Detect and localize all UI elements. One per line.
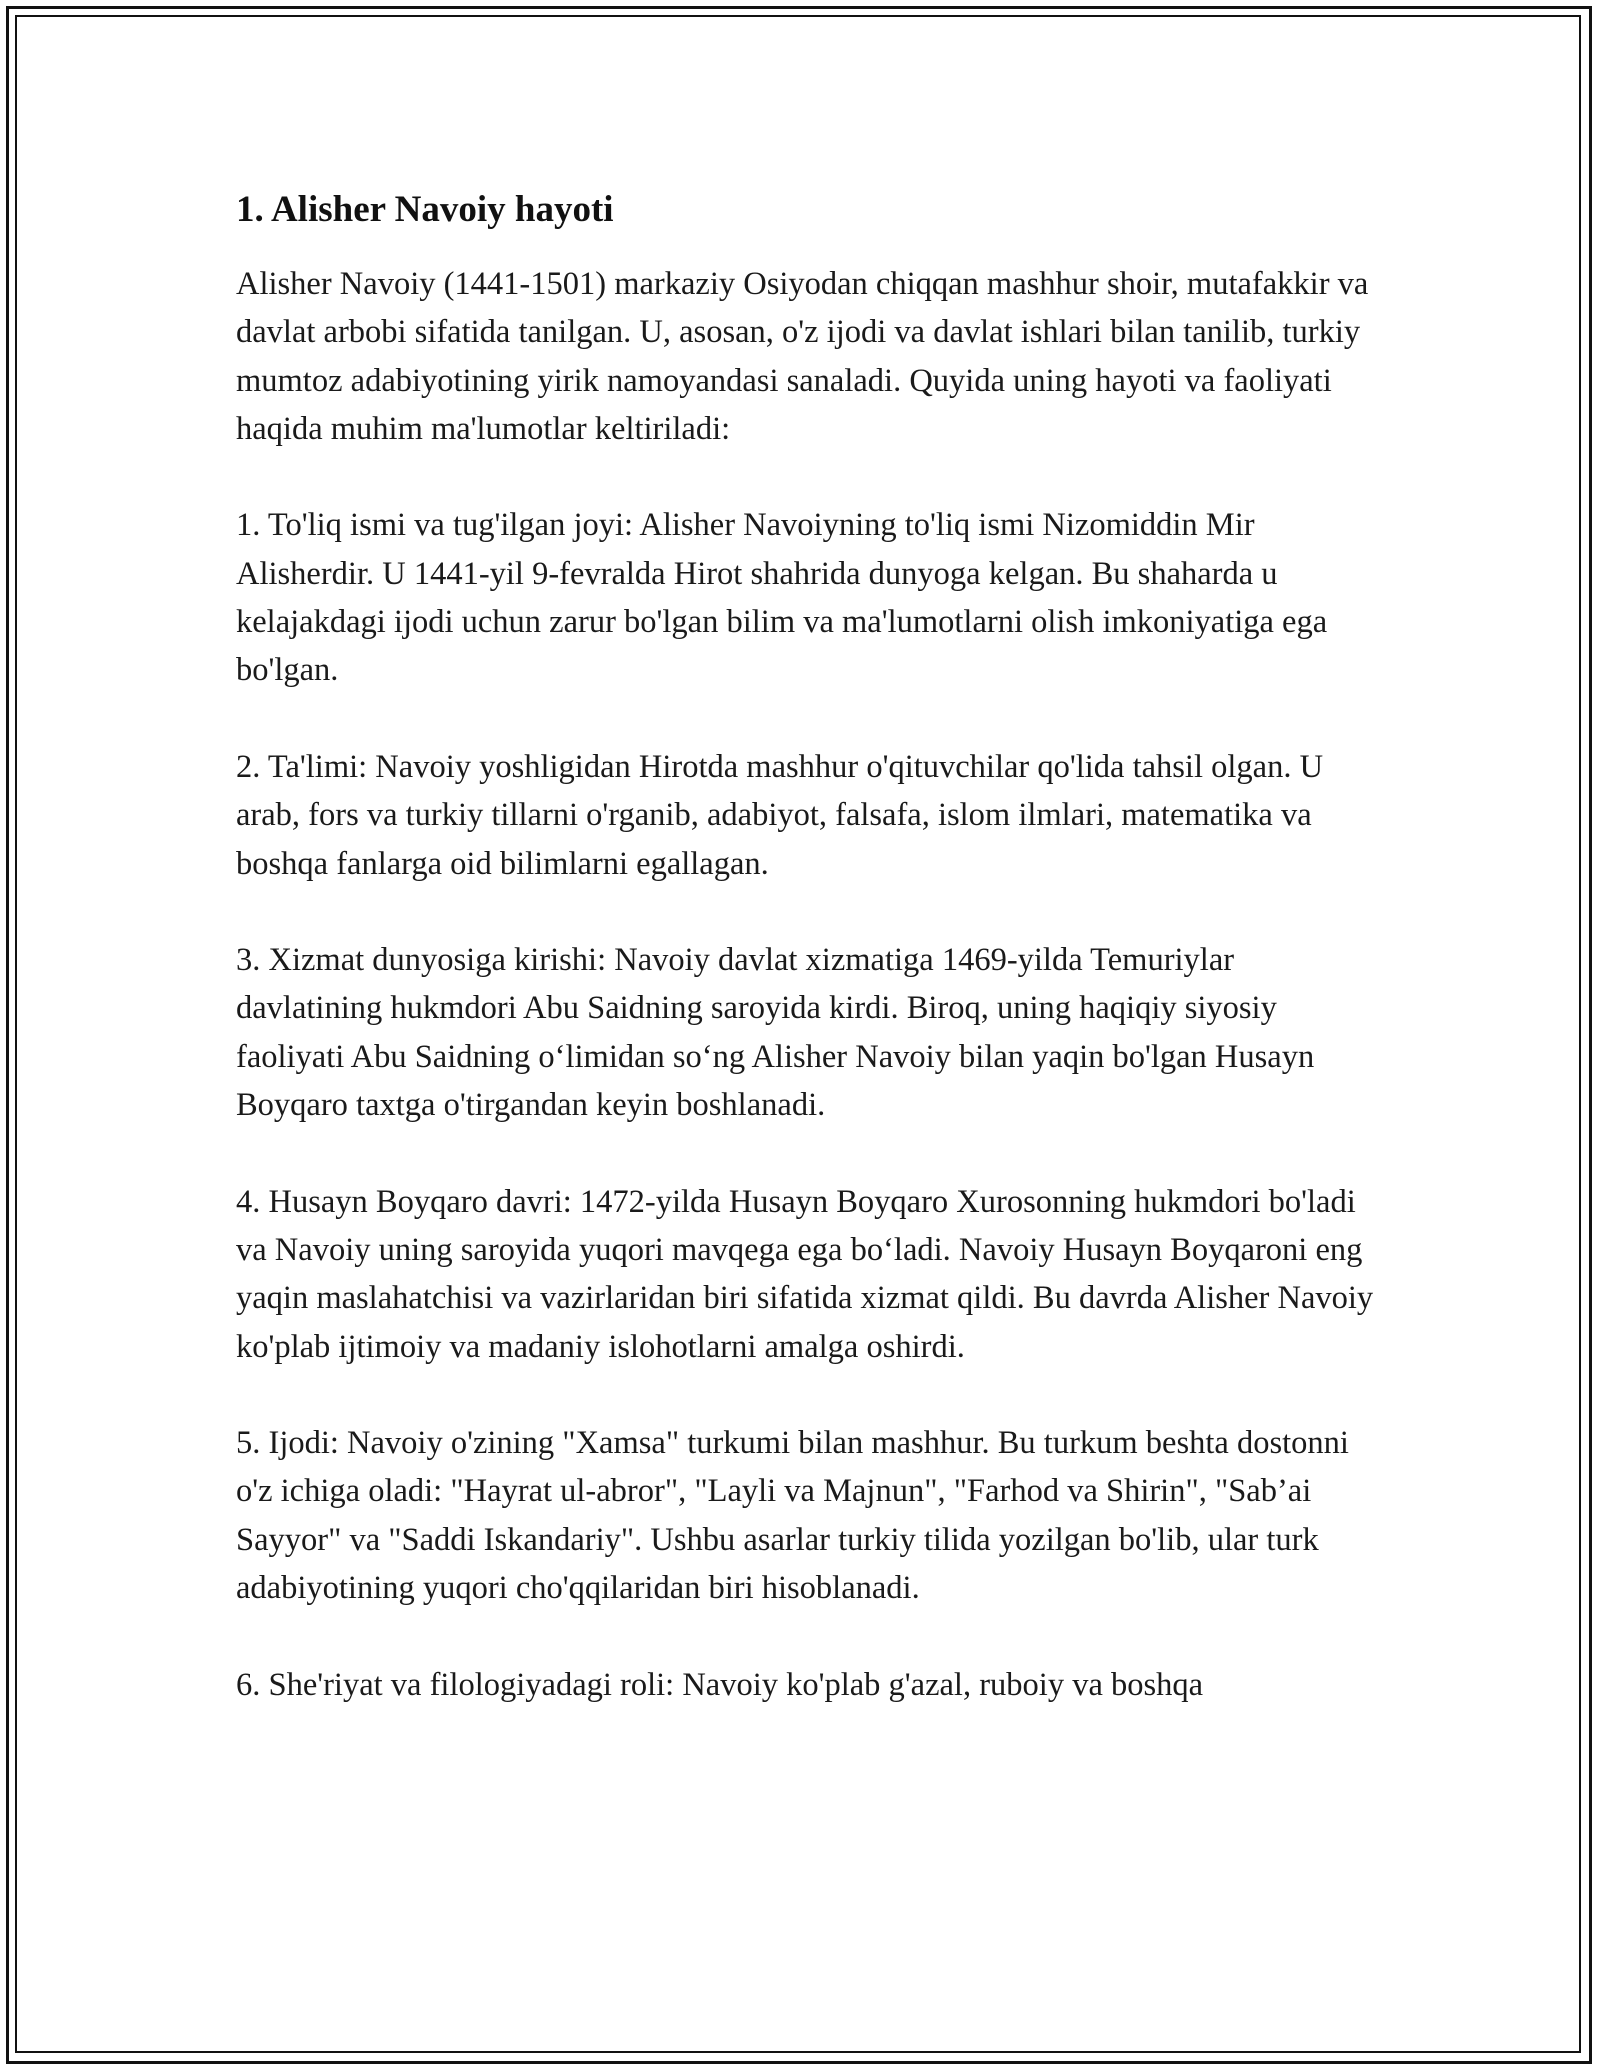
paragraph-creative-work: 5. Ijodi: Navoiy o'zining "Xamsa" turkumi bilan mashhur. Bu turkum beshta dostonni o'z ichiga oladi: "Hayrat ul-abror", "Layli va Majnun", "Farhod va Shirin", "Sab’ai Sayyor" va "Saddi Iskandariy". Ushbu asarlar turkiy tilida yozilgan bo'lib, ular turk adabiyotining yuqori cho'qqilaridan biri hisoblanadi.	[236, 1425, 1349, 1607]
document-title: 1. Alisher Navoiy hayoti	[236, 189, 614, 230]
intro-paragraph: Alisher Navoiy (1441-1501) markaziy Osiyodan chiqqan mashhur shoir, mutafakkir va davlat arbobi sifatida tanilgan. U, asosan, o'z ijodi va davlat ishlari bilan tanilib, turkiy mumtoz adabiyotining yirik namoyandasi sanaladi. Quyida uning hayoti va faoliyati haqida muhim ma'lumotlar keltiriladi:	[236, 266, 1369, 447]
paragraph-husayn-boyqaro: 4. Husayn Boyqaro davri: 1472-yilda Husayn Boyqaro Xurosonning hukmdori bo'ladi va Navoiy uning saroyida yuqori mavqega ega bo‘ladi. Navoiy Husayn Boyqaroni eng yaqin maslahatchisi va vazirlaridan biri sifatida xizmat qildi. Bu davrda Alisher Navoiy ko'plab ijtimoiy va madaniy islohotlarni amalga oshirdi.	[236, 1183, 1374, 1365]
paragraph-education: 2. Ta'limi: Navoiy yoshligidan Hirotda mashhur o'qituvchilar qo'lida tahsil olgan. U arab, fors va turkiy tillarni o'rganib, adabiyot, falsafa, islom ilmlari, matematika va boshqa fanlarga oid bilimlarni egallagan.	[236, 748, 1324, 882]
paragraph-poetry-philology: 6. She'riyat va filologiyadagi roli: Navoiy ko'plab g'azal, ruboiy va boshqa	[236, 1666, 1204, 1703]
paragraph-name-birthplace: 1. To'liq ismi va tug'ilgan joyi: Alisher Navoiyning to'liq ismi Nizomiddin Mir Alisherdir. U 1441-yil 9-fevralda Hirot shahrida dunyoga kelgan. Bu shaharda u kelajakdagi ijodi uchun zarur bo'lgan bilim va ma'lumotlarni olish imkoniyatiga ega bo'lgan.	[236, 507, 1328, 689]
document-body	[236, 186, 1376, 1757]
paragraph-service: 3. Xizmat dunyosiga kirishi: Navoiy davlat xizmatiga 1469-yilda Temuriylar davlatining hukmdori Abu Saidning saroyida kirdi. Biroq, uning haqiqiy siyosiy faoliyati Abu Saidning o‘limidan so‘ng Alisher Navoiy bilan yaqin bo'lgan Husayn Boyqaro taxtga o'tirgandan keyin boshlanadi.	[236, 942, 1315, 1124]
